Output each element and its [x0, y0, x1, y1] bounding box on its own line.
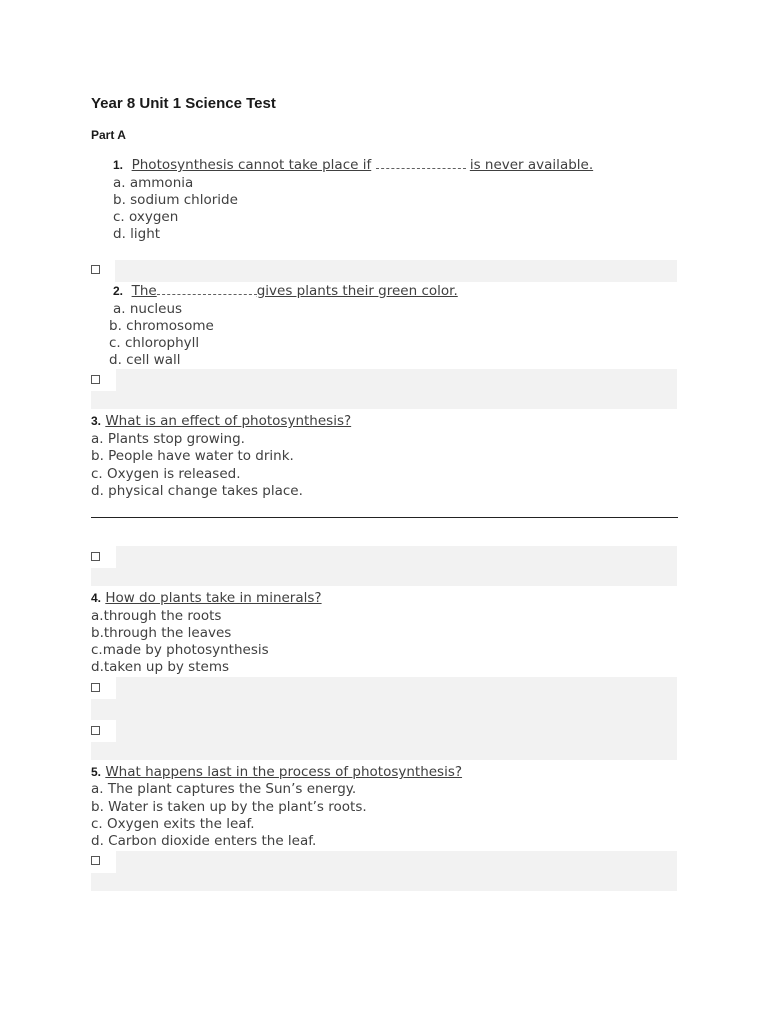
option: c. Oxygen exits the leaf.: [91, 816, 255, 832]
divider-line: [91, 517, 678, 518]
answer-checkbox[interactable]: [91, 726, 100, 735]
question-number: 5.: [91, 765, 102, 779]
question-text: How do plants take in minerals?: [105, 590, 322, 606]
answer-checkbox[interactable]: [91, 856, 100, 865]
question-1-stem: [113, 157, 593, 174]
option: a.through the roots: [91, 608, 222, 624]
answer-area[interactable]: [91, 369, 677, 409]
question-text: What is an effect of photosynthesis?: [105, 413, 352, 429]
question-number: 1.: [113, 158, 124, 172]
answer-checkbox[interactable]: [91, 552, 100, 561]
answer-area[interactable]: [91, 546, 677, 586]
answer-checkbox[interactable]: [91, 683, 100, 692]
option: a. The plant captures the Sun’s energy.: [91, 781, 357, 797]
option: d. cell wall: [109, 352, 181, 368]
answer-blank: [376, 157, 466, 169]
option: d. light: [113, 226, 161, 242]
document-title: Year 8 Unit 1 Science Test: [91, 95, 276, 112]
option: c. chlorophyll: [109, 335, 200, 351]
question-number: 2.: [113, 284, 124, 298]
option: a. nucleus: [113, 301, 183, 317]
answer-checkbox[interactable]: [91, 265, 100, 274]
question-5-stem: [91, 764, 462, 781]
option: b. People have water to drink.: [91, 448, 294, 464]
question-text: The: [131, 283, 157, 299]
answer-area[interactable]: [115, 260, 677, 282]
option: b. Water is taken up by the plant’s roots.: [91, 799, 367, 815]
option: a. ammonia: [113, 175, 194, 191]
option: b.through the leaves: [91, 625, 232, 641]
question-number: 4.: [91, 591, 102, 605]
question-3-stem: [91, 413, 351, 430]
option: b. sodium chloride: [113, 192, 238, 208]
answer-area[interactable]: [91, 851, 677, 891]
question-number: 3.: [91, 414, 102, 428]
question-4-stem: [91, 590, 322, 607]
answer-blank: [157, 283, 257, 295]
question-text-end: is never available.: [469, 157, 594, 173]
option: a. Plants stop growing.: [91, 431, 245, 447]
option: c.made by photosynthesis: [91, 642, 269, 658]
answer-area[interactable]: [91, 677, 677, 760]
option: d. Carbon dioxide enters the leaf.: [91, 833, 317, 849]
option: d. physical change takes place.: [91, 483, 303, 499]
option: c. Oxygen is released.: [91, 466, 241, 482]
question-text: Photosynthesis cannot take place if: [131, 157, 372, 173]
option: d.taken up by stems: [91, 659, 229, 675]
question-text-end: gives plants their green color.: [256, 283, 458, 299]
part-heading: Part A: [91, 128, 126, 142]
answer-checkbox[interactable]: [91, 375, 100, 384]
option: c. oxygen: [113, 209, 179, 225]
question-text: What happens last in the process of photosynthesis?: [105, 764, 463, 780]
option: b. chromosome: [109, 318, 214, 334]
question-2-stem: [113, 283, 458, 300]
